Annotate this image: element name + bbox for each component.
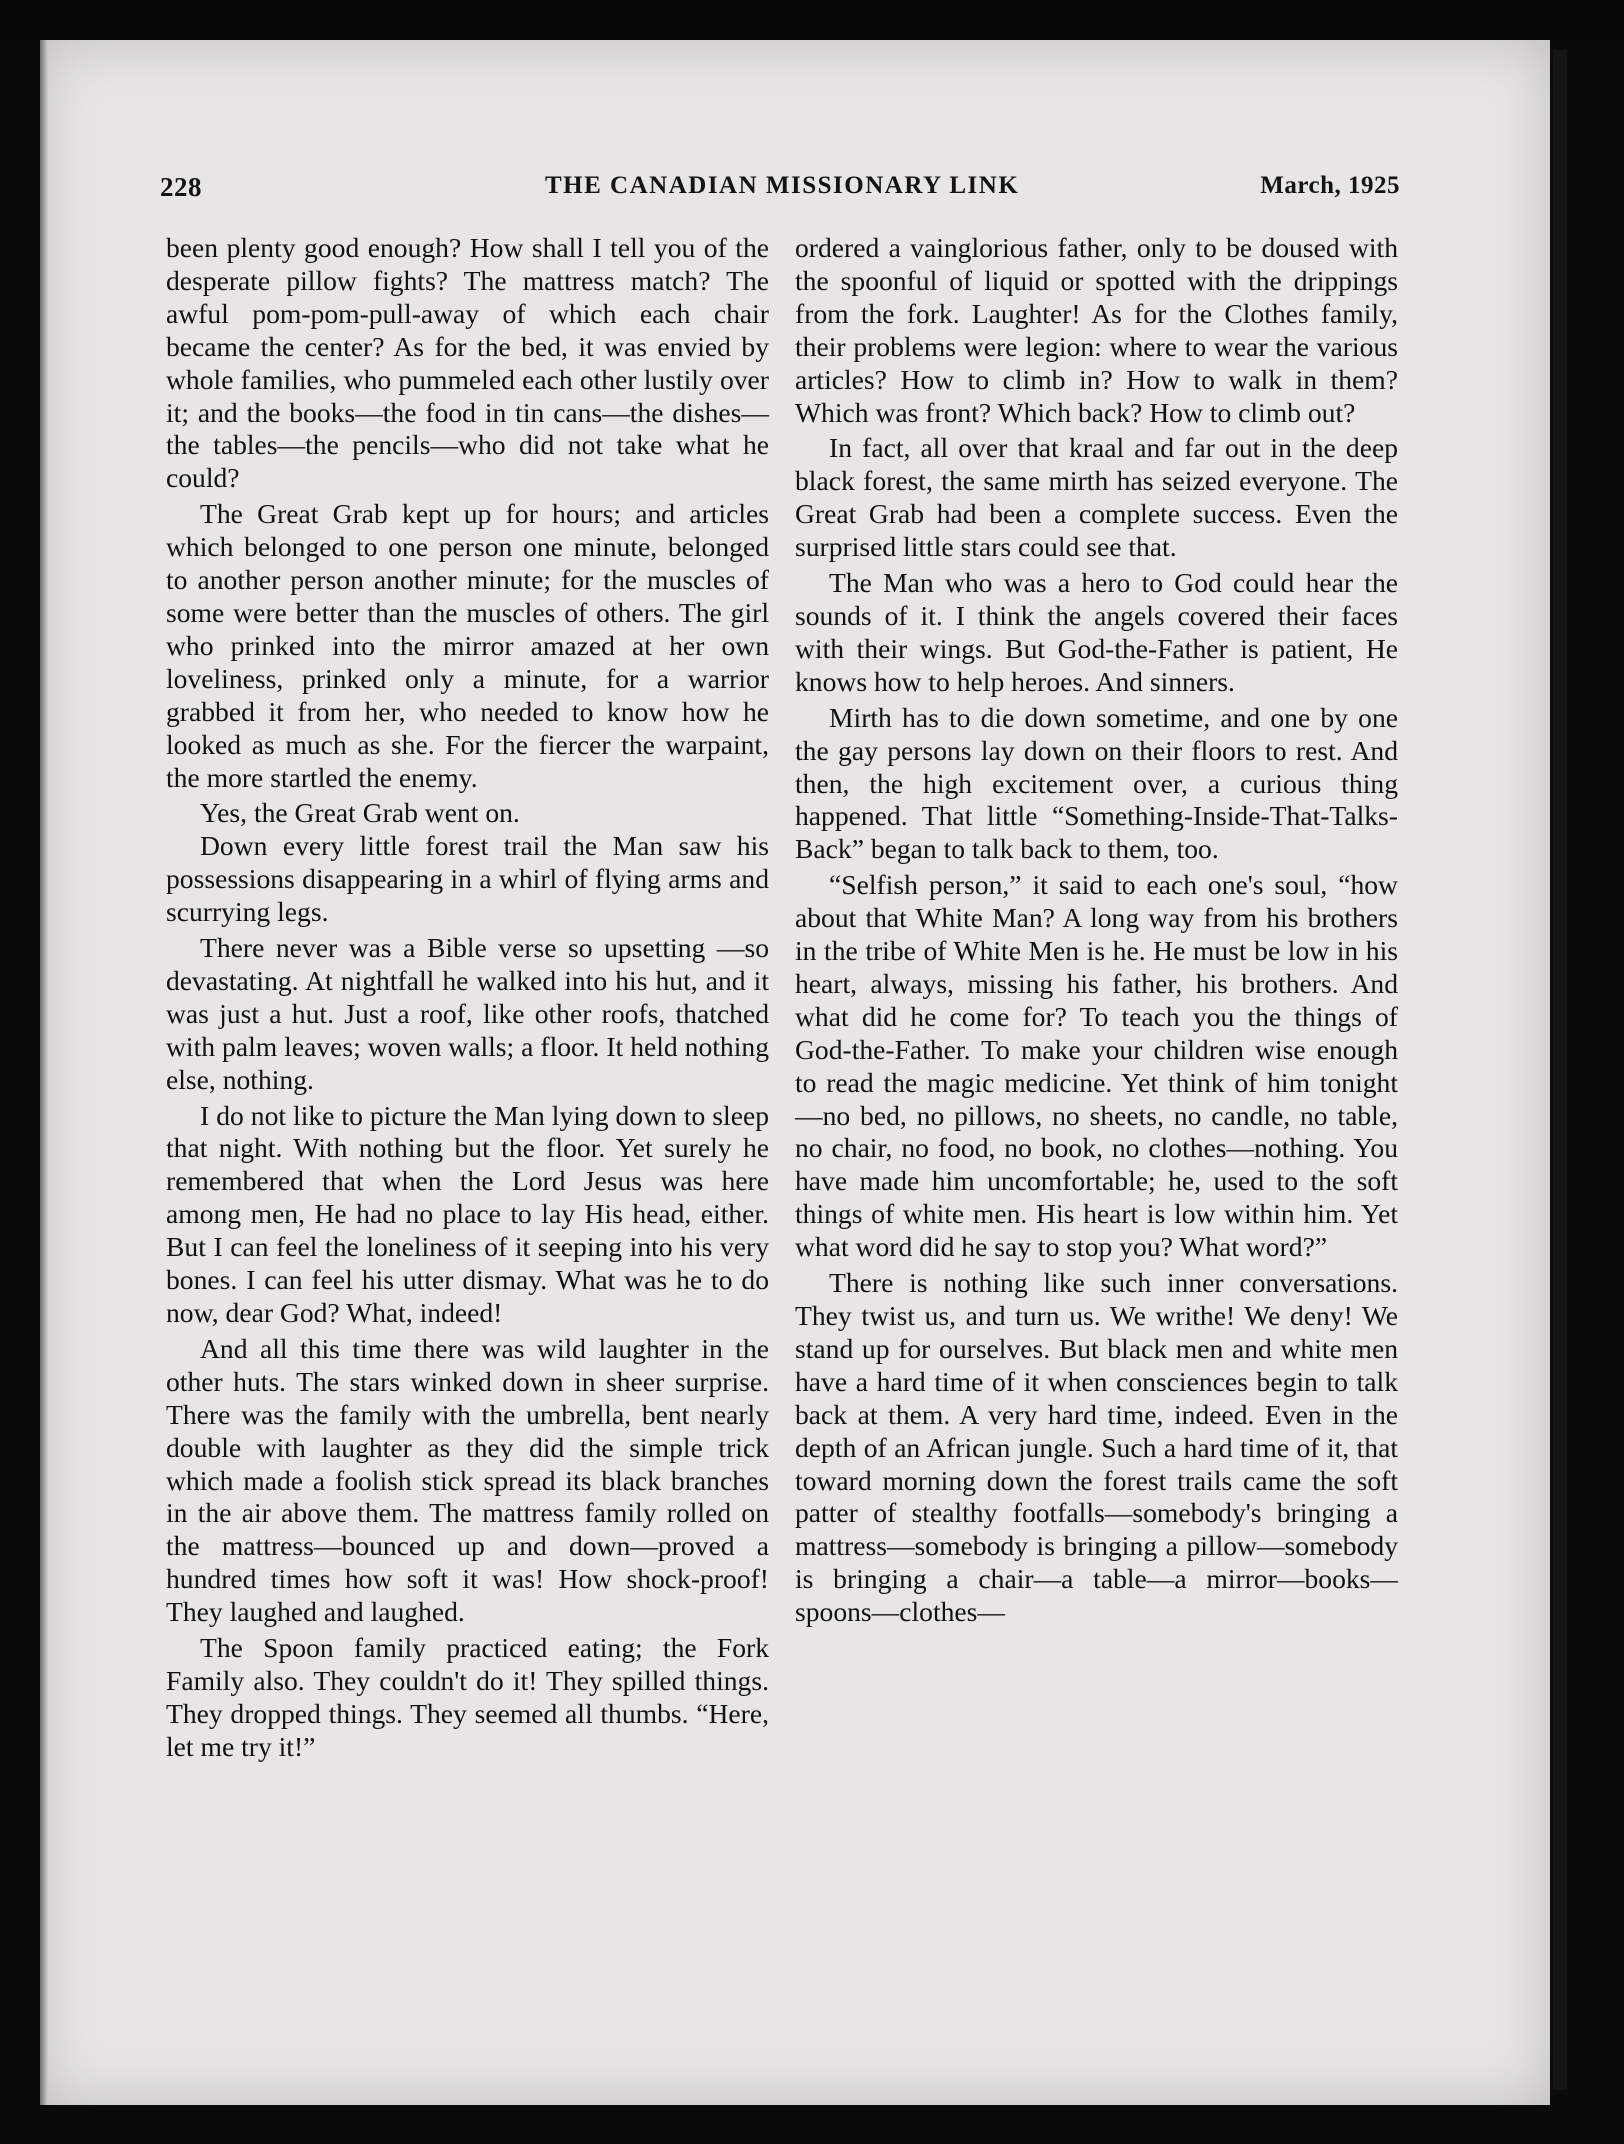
- right-text-column: [795, 232, 1398, 1632]
- page-number: 228: [160, 172, 202, 202]
- paragraph: The Spoon family practiced eating; the Fork Family also. They couldn't do it! They spilled things. They dropped things. They seemed all thumbs. “Here, let me try it!”: [166, 1632, 769, 1762]
- paragraph: “Selfish person,” it said to each one's soul, “how about that White Man? A long way from his brothers in the tribe of White Men is he. He must be low in his heart, always, missing his father, his brothers. And what did he come for? To teach you the things of God-the-Father. To make your children wise enough to read the magic medicine. Yet think of him tonight—no bed, no pillows, no sheets, no candle, no table, no chair, no food, no book, no clothes—nothing. You have made him uncomfortable; he, used to the soft things of white men. His heart is low within him. Yet what word did he say to stop you? What word?”: [795, 869, 1398, 1263]
- running-header: [160, 172, 1400, 212]
- left-text-column: [166, 232, 769, 1767]
- paragraph: ordered a vainglorious father, only to be doused with the spoonful of liquid or spotted with the drippings from the fork. Laughter! As for the Clothes family, their problems were legion: where to wear the various articles? How to climb in? How to walk in them? Which was front? Which back? How to climb out?: [795, 232, 1398, 428]
- paragraph: Mirth has to die down sometime, and one by one the gay persons lay down on their floors to rest. And then, the high excitement over, a curious thing happened. That little “Something-Inside-That-Talks-Back” began to talk back to them, too.: [795, 701, 1398, 865]
- paragraph: And all this time there was wild laughter in the other huts. The stars winked down in sheer surprise. There was the family with the umbrella, bent nearly double with laughter as they did the simple trick which made a foolish stick spread its black branches in the air above them. The mattress family rolled on the mattress—bounced up and down—proved a hundred times how soft it was! How shock-proof! They laughed and laughed.: [166, 1332, 769, 1628]
- scan-bottom-border: [0, 2105, 1624, 2144]
- paragraph: I do not like to picture the Man lying down to sleep that night. With nothing but the floor. Yet surely he remembered that when the Lord Jesus was here among men, He had no place to lay His head, either. But I can feel the loneliness of it seeping into his very bones. I can feel his utter dismay. What was he to do now, dear God? What, indeed!: [166, 1099, 769, 1328]
- paragraph: The Great Grab kept up for hours; and articles which belonged to one person one minute, belonged to another person another minute; for the muscles of some were better than the muscles of others. The girl who prinked into the mirror amazed at her own loveliness, prinked only a minute, for a warrior grabbed it from her, who needed to know how he looked as much as she. For the fiercer the warpaint, the more startled the enemy.: [166, 498, 769, 793]
- issue-date: March, 1925: [1260, 172, 1400, 199]
- paragraph: been plenty good enough? How shall I tell you of the desperate pillow fights? The mattress match? The awful pom-pom-pull-away of which each chair became the center? As for the bed, it was envied by whole families, who pummeled each other lustily over it; and the books—the food in tin cans—the dishes—the tables—the pencils—who did not take what he could?: [166, 232, 769, 494]
- page-left-edge: [40, 40, 48, 2105]
- paragraph: In fact, all over that kraal and far out in the deep black forest, the same mirth has seized everyone. The Great Grab had been a complete success. Even the surprised little stars could see that.: [795, 432, 1398, 563]
- paragraph: There never was a Bible verse so upsetting —so devastating. At nightfall he walked into his hut, and it was just a hut. Just a roof, like other roofs, thatched with palm leaves; woven walls; a floor. It held nothing else, nothing.: [166, 932, 769, 1095]
- paragraph: There is nothing like such inner conversations. They twist us, and turn us. We writhe! We deny! We stand up for ourselves. But black men and white men have a hard time of it when consciences begin to talk back at them. A very hard time, indeed. Even in the depth of an African jungle. Such a hard time of it, that toward morning down the forest trails came the soft patter of stealthy footfalls—somebody's bringing a mattress—somebody is bringing a pillow—somebody is bringing a chair—a table—a mirror—books—spoons—clothes—: [795, 1267, 1398, 1628]
- scan-right-border: [1567, 40, 1624, 2144]
- paragraph: Down every little forest trail the Man saw his possessions disappearing in a whirl of flying arms and scurrying legs.: [166, 830, 769, 928]
- binding-rule: [1553, 50, 1567, 2090]
- paragraph: The Man who was a hero to God could hear the sounds of it. I think the angels covered their faces with their wings. But God-the-Father is patient, He knows how to help heroes. And sinners.: [795, 567, 1398, 697]
- scan-top-border: [0, 0, 1624, 40]
- journal-title: THE CANADIAN MISSIONARY LINK: [545, 172, 1020, 199]
- paragraph: Yes, the Great Grab went on.: [200, 797, 520, 829]
